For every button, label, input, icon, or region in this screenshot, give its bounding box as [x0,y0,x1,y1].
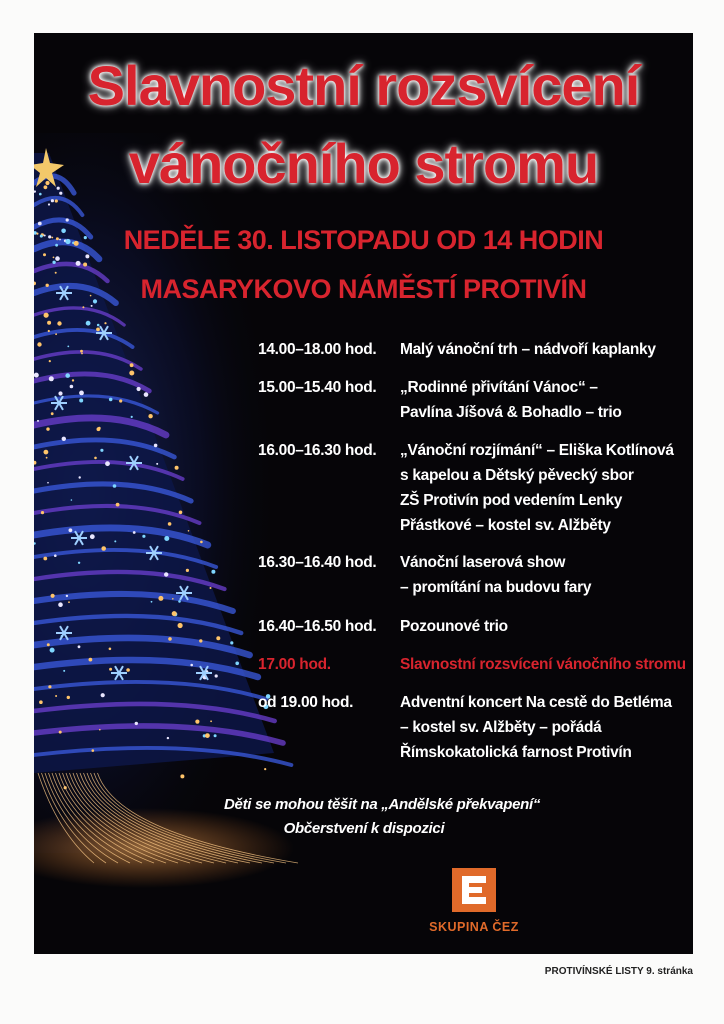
tree-light [49,376,54,381]
tree-light [41,511,44,514]
program-description-line: Vánoční laserová show [400,554,566,571]
tree-light [235,662,239,666]
program-description-line: Římskokatolická farnost Protivín [400,744,632,761]
tree-light [50,648,55,653]
event-date: NEDĚLE 30. LISTOPADU OD 14 HODIN [123,225,604,255]
tree-light [100,449,103,452]
tree-light [101,546,106,551]
tree-light [44,450,49,455]
tree-light [158,596,163,601]
tree-light [48,685,51,688]
tree-light [113,484,117,488]
tree-light [126,668,130,672]
tree-light [79,391,84,396]
cez-logo [452,868,496,912]
poster [34,33,693,954]
sponsor-name: SKUPINA ČEZ [429,920,519,934]
tree-light [70,385,74,389]
tree-light [44,313,49,318]
program-description-line: „Rodinné přivítání Vánoc“ – [400,379,598,396]
tree-light [167,737,169,739]
tree-light [199,639,202,642]
tree-light [264,768,266,770]
tree-light [188,530,190,532]
tree-light [186,569,189,572]
tree-light [168,637,172,641]
program-time: 16.40–16.50 hod. [258,618,377,635]
tree-light [164,572,168,576]
page-footer: PROTIVÍNSKÉ LISTY 9. stránka [544,966,693,977]
tree-light [54,554,57,557]
program-description-line: ZŠ Protivín pod vedením Lenky [400,492,623,509]
tree-light [97,324,100,327]
tree-light [91,305,93,307]
note-refreshments: Občerstvení k dispozici [283,820,445,837]
program-time: 16.00–16.30 hod. [258,442,377,459]
tree-light [178,600,181,603]
tree-light [109,648,112,651]
tree-light [57,321,61,325]
tree-light [94,457,97,460]
tree-light [90,534,95,539]
program-description-line: Adventní koncert Na cestě do Betléma [400,694,672,711]
tree-light [83,263,87,267]
program-description-line: „Vánoční rozjímání“ – Eliška Kotlínová [400,442,674,459]
program-description [400,553,688,603]
tree-light [63,670,65,672]
tree-light [47,321,51,325]
tree-light [105,461,110,466]
tree-light [69,528,73,532]
tree-light [119,399,122,402]
tree-light [47,643,50,646]
tree-light [51,594,55,598]
tree-light [55,199,58,202]
tree-light [133,531,136,534]
tree-light [86,321,91,326]
program-description-line: – promítání na budovu fary [400,579,592,596]
program-time: 16.30–16.40 hod. [258,554,377,571]
tree-light [82,306,84,308]
tree-light [180,774,184,778]
program-description [400,617,688,642]
tree-light [230,641,233,644]
program-description [400,378,688,428]
tree-light [104,322,106,324]
tree-light [205,733,210,738]
event-place: MASARYKOVO NÁMĚSTÍ PROTIVÍN [140,274,587,304]
tree-light [135,722,138,725]
tree-light [156,463,158,465]
tree-light [37,420,39,422]
tree-light [211,570,215,574]
tree-light [148,414,152,418]
tree-light [92,749,95,752]
tree-light [99,729,101,731]
program-time: 14.00–18.00 hod. [258,341,377,358]
tree-light [68,601,70,603]
tree-light [200,541,203,544]
tree-light [62,437,66,441]
program-description [400,693,688,768]
tree-light [195,720,199,724]
tree-light [178,623,183,628]
tree-light [168,522,172,526]
tree-light [89,658,93,662]
program-description [400,655,688,680]
tree-light [48,330,50,332]
title-line-1: Slavnostní rozsvícení [87,54,640,117]
program-description-line: s kapelou a Dětský pěvecký sbor [400,467,634,484]
program-description-line: – kostel sv. Alžběty – pořádá [400,719,602,736]
tree-light [66,218,69,221]
program-description-line: Pozounové trio [400,618,508,635]
tree-light [81,353,83,355]
program-time: 15.00–15.40 hod. [258,379,377,396]
tree-light [96,328,100,332]
tree-light [39,700,43,704]
tree-light [131,416,133,418]
tree-light [53,257,55,259]
tree-light [66,595,68,597]
tree-light [97,427,101,431]
tree-light [49,360,51,362]
program-description-line: Pavlína Jíšová & Bohadlo – trio [400,404,622,421]
tree-light [210,720,212,722]
tree-light [55,333,57,335]
tree-light [216,636,220,640]
title-line-2: vánočního stromu [128,132,599,195]
tree-light [144,392,149,397]
program-description-line: Slavnostní rozsvícení vánočního stromu [400,656,686,673]
tree-light [175,466,179,470]
tree-light [172,611,177,616]
tree-light [67,346,69,348]
tree-light [65,373,70,378]
program-description [400,441,688,541]
tree-light [109,398,113,402]
tree-light [78,645,81,648]
tree-light [79,476,81,478]
tree-light [34,373,39,378]
tree-light [151,601,153,603]
program-description [400,340,688,365]
note-surprise: Děti se mohou těšit na „Andělské překvapení“ [224,796,541,813]
program-time: 17.00 hod. [258,656,331,673]
tree-light [114,540,116,542]
tree-light [71,499,73,501]
tree-light [72,379,74,381]
tree-light [47,482,49,484]
tree-light [154,444,158,448]
program-description-line: Přástkové – kostel sv. Alžběty [400,517,611,534]
tree-light [215,674,218,677]
tree-light [79,399,83,403]
tree-light [80,350,83,353]
tree-light [59,731,62,734]
tree-light [116,503,120,507]
tree-light [43,557,47,561]
tree-light [76,261,81,266]
tree-light [129,371,134,376]
tree-light [55,695,57,697]
tree-light [51,412,54,415]
tree-light [172,598,174,600]
tree-light [214,734,217,737]
tree-light [48,203,50,205]
tree-light [37,342,41,346]
tree-light [142,535,145,538]
tree-light [78,562,80,564]
tree-light [55,256,60,261]
tree-light [46,457,48,459]
tree-light [210,587,212,589]
program-description-line: Malý vánoční trh – nádvoří kaplanky [400,341,656,358]
tree-light [101,693,105,697]
tree-light [137,387,141,391]
tree-light [130,363,134,367]
tree-light [164,536,169,541]
program-time: od 19.00 hod. [258,694,354,711]
tree-light [52,261,55,264]
tree-light [46,427,49,430]
tree-light [51,199,54,202]
tree-light [67,696,70,699]
tree-light [190,664,193,667]
tree-light [58,391,62,395]
tree-light [179,511,183,515]
tree-light [58,602,63,607]
tree-light [109,668,112,671]
